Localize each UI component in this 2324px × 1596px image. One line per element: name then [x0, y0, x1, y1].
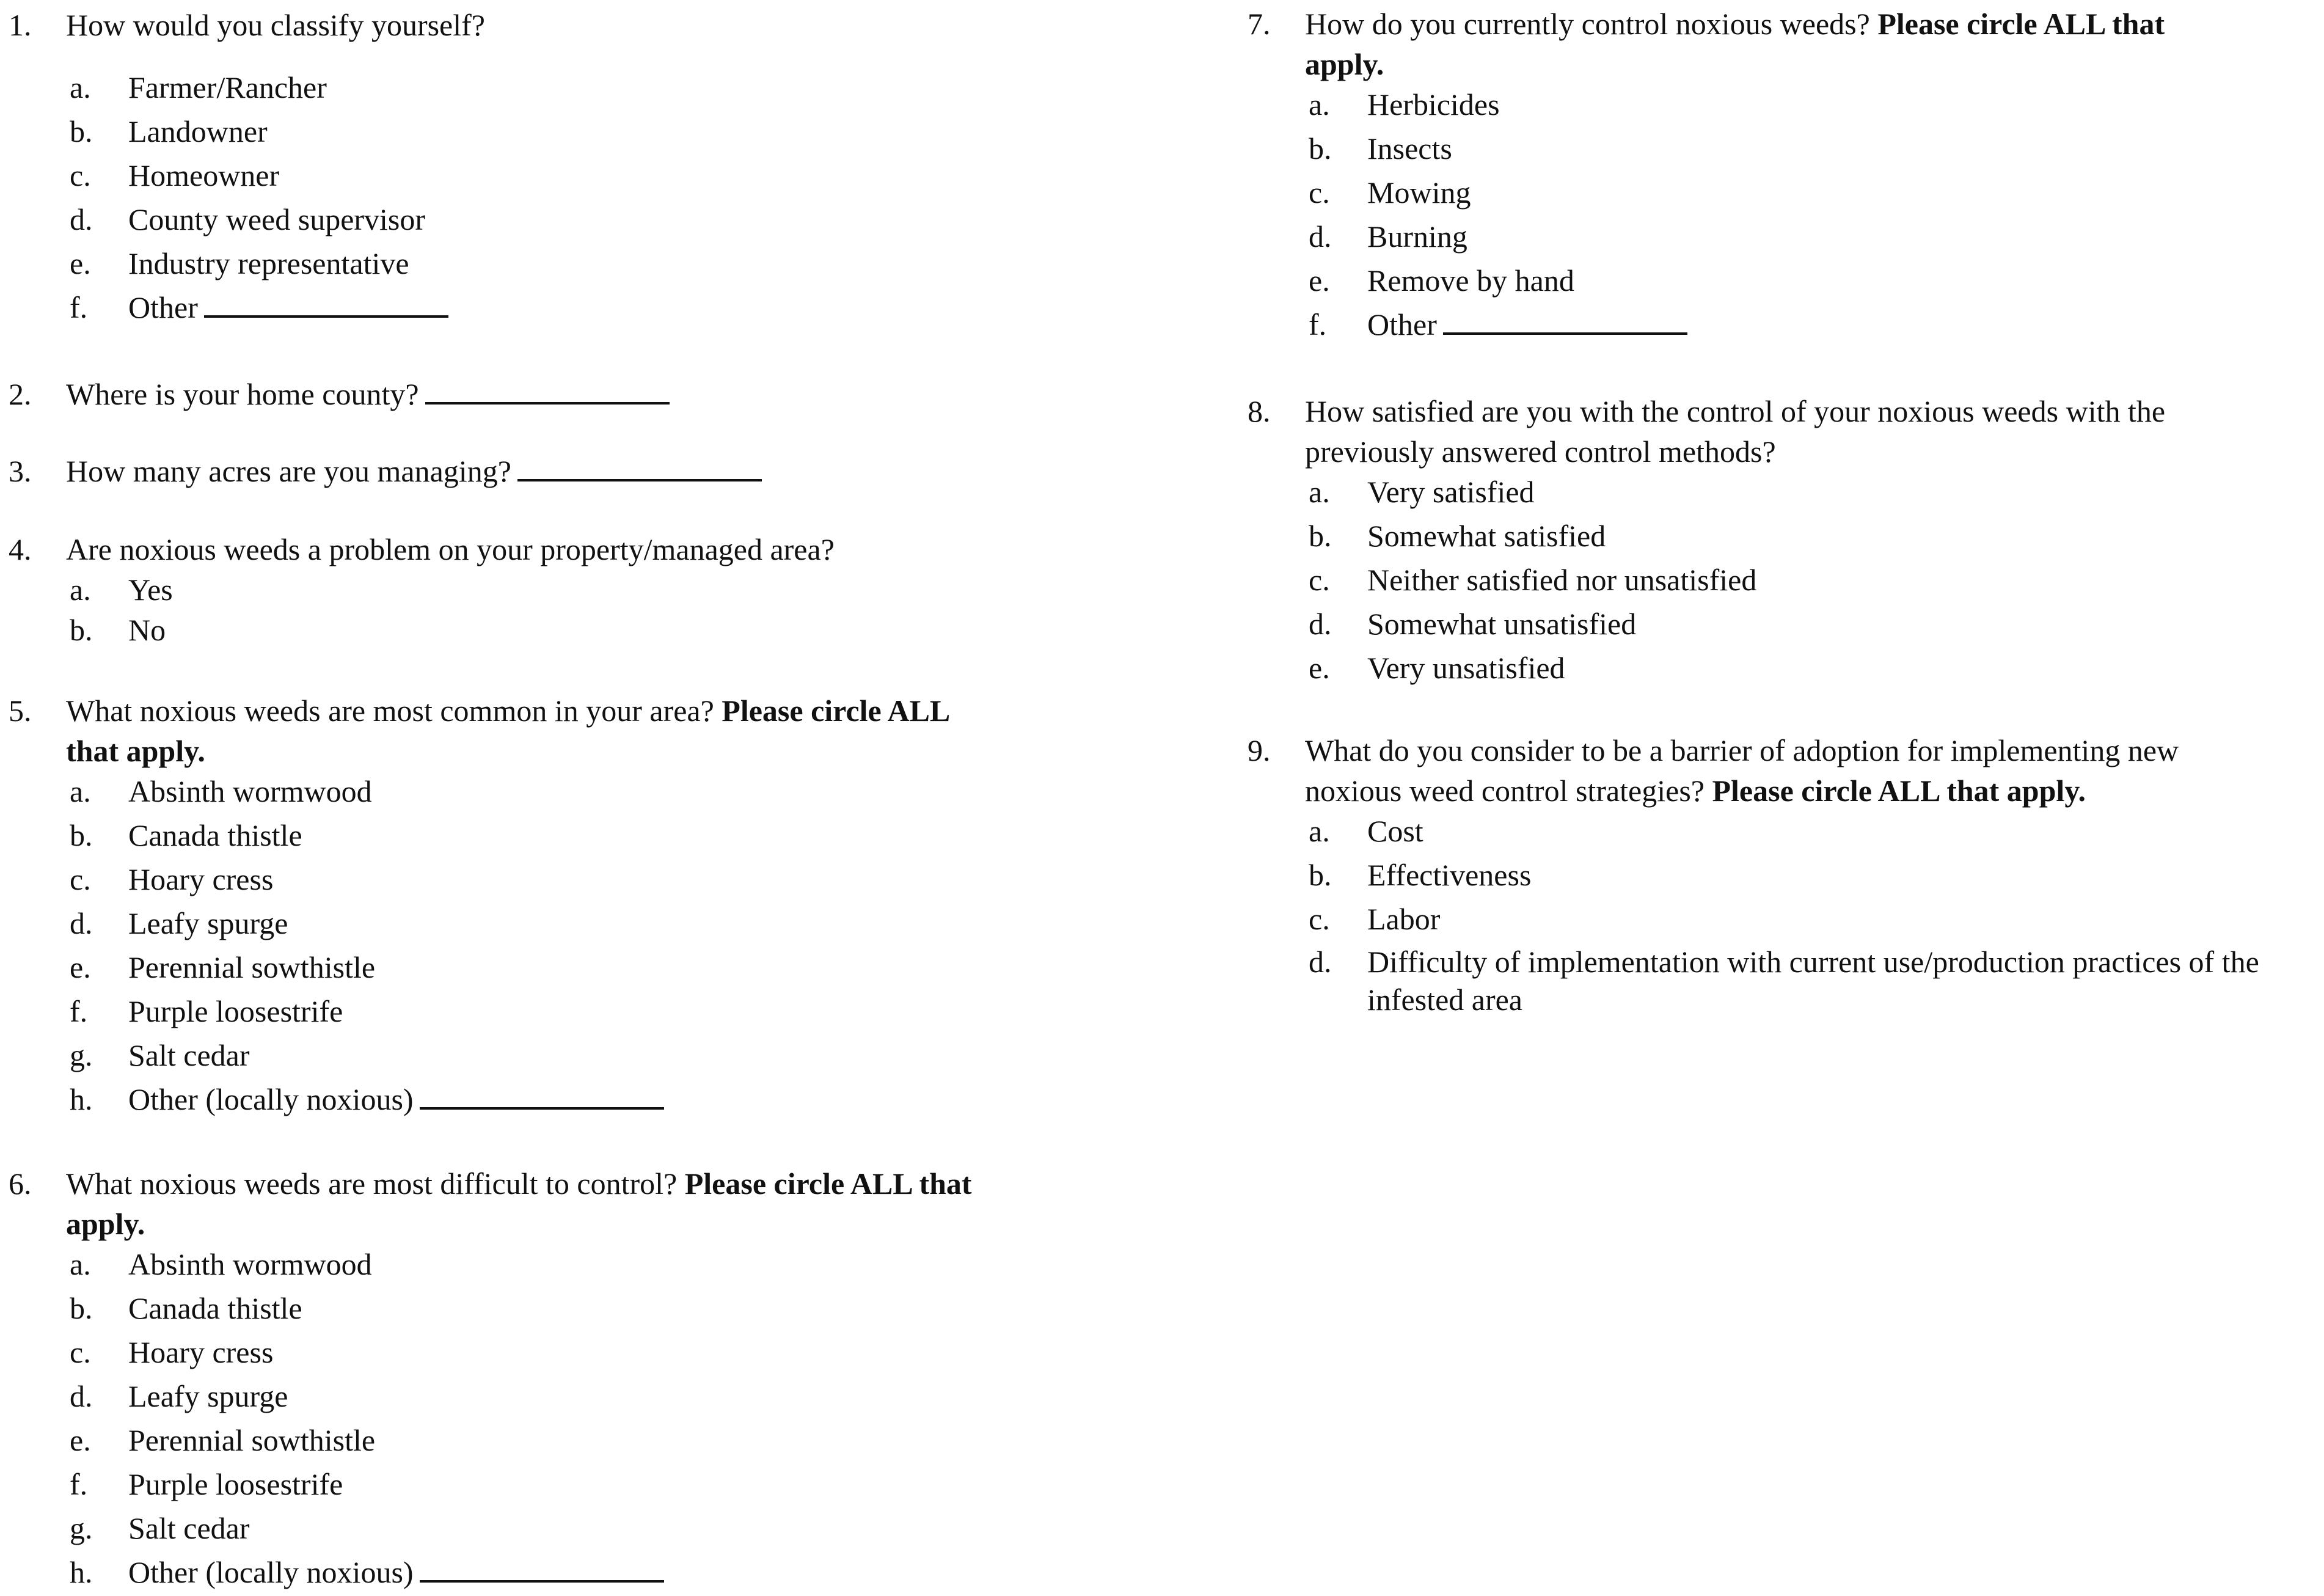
- answer-blank[interactable]: [204, 291, 448, 318]
- question-text: What do you consider to be a barrier of adoption for implementing new: [1305, 733, 2179, 767]
- options: [1248, 811, 2259, 1019]
- question-1: [9, 5, 485, 331]
- options: [1248, 84, 2165, 348]
- option-a[interactable]: a. Farmer/Rancher: [70, 70, 327, 104]
- question-number: 9.: [1248, 733, 1271, 767]
- question-4: [9, 529, 835, 650]
- option-a[interactable]: a. Very satisfied: [1309, 475, 1535, 509]
- option-c[interactable]: c. Labor: [1309, 902, 1441, 936]
- options: [9, 1244, 972, 1596]
- options: [9, 67, 485, 331]
- question-2: [9, 374, 670, 414]
- instruction-continued: apply.: [1305, 47, 1384, 81]
- question-5: [9, 690, 950, 1123]
- option-c[interactable]: c. Hoary cress: [70, 862, 274, 896]
- instruction: Please circle ALL: [722, 694, 951, 728]
- option-e[interactable]: e. Perennial sowthistle: [70, 1423, 376, 1457]
- question-7: [1248, 4, 2165, 348]
- option-b[interactable]: b. Somewhat satisfied: [1309, 519, 1606, 553]
- option-a[interactable]: a. Absinth wormwood: [70, 774, 372, 808]
- instruction-continued: that apply.: [66, 734, 205, 768]
- question-text: How satisfied are you with the control of your noxious weeds with the: [1305, 394, 2166, 428]
- question-text: What noxious weeds are most difficult to control?: [66, 1166, 678, 1201]
- question-9: [1248, 730, 2259, 1019]
- option-b[interactable]: b. No: [70, 613, 166, 647]
- option-a[interactable]: a. Cost: [1309, 814, 1423, 848]
- question-number: 8.: [1248, 394, 1271, 428]
- question-text: Where is your home county?: [66, 377, 419, 411]
- option-c[interactable]: c. Homeowner: [70, 158, 280, 192]
- option-d[interactable]: d. Burning: [1309, 219, 1467, 254]
- option-a[interactable]: a. Yes: [70, 573, 173, 607]
- question-text: How do you currently control noxious weeds?: [1305, 7, 1870, 41]
- options: [9, 569, 835, 650]
- answer-blank[interactable]: [1443, 308, 1687, 335]
- option-c[interactable]: c. Hoary cress: [70, 1335, 274, 1369]
- instruction: Please circle ALL that apply.: [1712, 774, 2086, 808]
- answer-blank[interactable]: [517, 455, 762, 481]
- question-text: Are noxious weeds a problem on your property/managed area?: [66, 532, 835, 566]
- options: [9, 771, 950, 1123]
- option-g[interactable]: g. Salt cedar: [70, 1038, 250, 1072]
- instruction-continued: apply.: [66, 1207, 145, 1241]
- question-number: 1.: [9, 8, 32, 42]
- option-a[interactable]: a. Absinth wormwood: [70, 1247, 372, 1281]
- question-text: How would you classify yourself?: [66, 8, 485, 42]
- options: [1248, 472, 2165, 692]
- option-c[interactable]: c. Neither satisfied nor unsatisfied: [1309, 563, 1757, 597]
- option-h[interactable]: h. Other (locally noxious): [70, 1552, 972, 1596]
- option-g[interactable]: g. Salt cedar: [70, 1511, 250, 1545]
- option-d[interactable]: d. County weed supervisor: [70, 202, 426, 236]
- instruction: Please circle ALL that: [684, 1166, 972, 1201]
- option-h[interactable]: h. Other (locally noxious): [70, 1079, 950, 1123]
- option-e[interactable]: e. Perennial sowthistle: [70, 950, 376, 984]
- question-number: 4.: [9, 532, 32, 566]
- option-d[interactable]: d. Difficulty of implementation with current use/production practices of the infested area: [1309, 945, 2259, 1017]
- option-b[interactable]: b. Effectiveness: [1309, 858, 1532, 892]
- instruction: Please circle ALL that: [1877, 7, 2165, 41]
- question-text: How many acres are you managing?: [66, 454, 511, 488]
- option-f[interactable]: f. Purple loosestrife: [70, 994, 343, 1028]
- option-f[interactable]: f. Purple loosestrife: [70, 1467, 343, 1501]
- question-6: [9, 1163, 972, 1596]
- answer-blank[interactable]: [420, 1556, 664, 1583]
- option-b[interactable]: b. Canada thistle: [70, 818, 302, 852]
- question-number: 2.: [9, 377, 32, 411]
- option-f[interactable]: f. Other: [1309, 304, 2165, 348]
- option-e[interactable]: e. Industry representative: [70, 246, 409, 280]
- option-a[interactable]: a. Herbicides: [1309, 87, 1500, 122]
- question-text: What noxious weeds are most common in your area?: [66, 694, 714, 728]
- question-number: 6.: [9, 1166, 32, 1201]
- answer-blank[interactable]: [420, 1083, 664, 1110]
- option-e[interactable]: e. Very unsatisfied: [1309, 651, 1565, 685]
- question-text-continued: previously answered control methods?: [1305, 434, 1776, 469]
- option-f[interactable]: f. Other: [70, 287, 485, 331]
- option-d[interactable]: d. Somewhat unsatisfied: [1309, 607, 1637, 641]
- option-e[interactable]: e. Remove by hand: [1309, 263, 1574, 298]
- option-d-continued: infested area: [1367, 983, 1523, 1017]
- option-d[interactable]: d. Leafy spurge: [70, 1379, 288, 1413]
- option-b[interactable]: b. Canada thistle: [70, 1291, 302, 1325]
- question-text-continued: noxious weed control strategies?: [1305, 774, 1705, 808]
- option-b[interactable]: b. Insects: [1309, 131, 1452, 166]
- answer-blank[interactable]: [425, 378, 670, 404]
- question-number: 3.: [9, 454, 32, 488]
- question-number: 7.: [1248, 7, 1271, 41]
- option-d[interactable]: d. Leafy spurge: [70, 906, 288, 940]
- option-c[interactable]: c. Mowing: [1309, 175, 1471, 210]
- option-b[interactable]: b. Landowner: [70, 114, 268, 148]
- question-number: 5.: [9, 694, 32, 728]
- question-8: [1248, 391, 2165, 692]
- question-3: [9, 451, 762, 491]
